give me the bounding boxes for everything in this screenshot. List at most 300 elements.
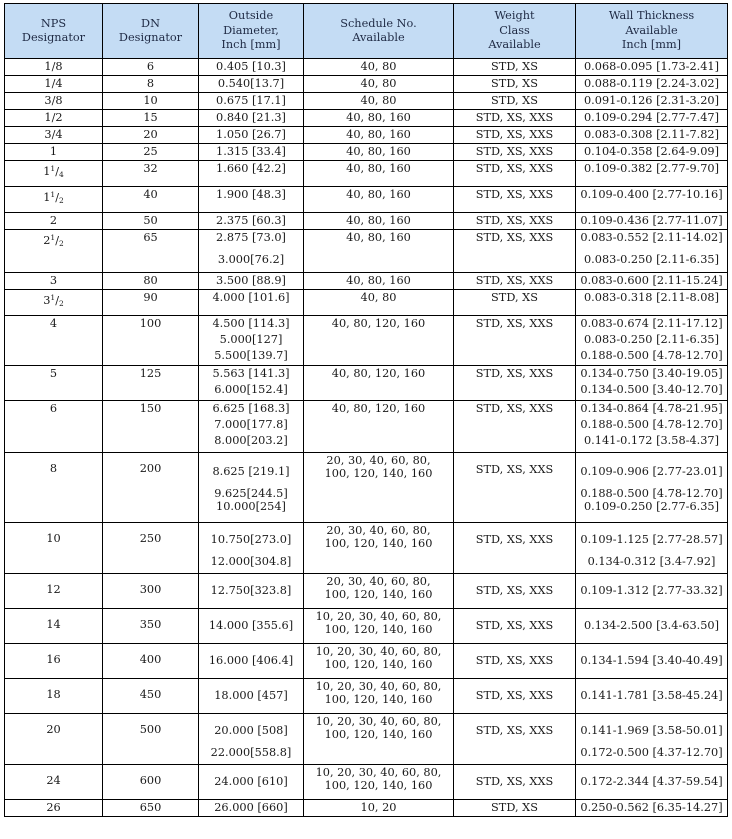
cell-line: 0.068-0.095 [1.73-2.41] — [583, 60, 720, 73]
nps-value: 8 — [49, 462, 58, 475]
cell-line: 6.625 [168.3] — [212, 402, 290, 415]
dn-cell — [103, 574, 199, 609]
outside-diameter-cell — [199, 273, 304, 290]
table-row — [5, 679, 728, 714]
dn-cell — [103, 800, 199, 817]
outside-diameter-cell — [199, 609, 304, 644]
schedule-cell — [304, 110, 454, 127]
nps-cell — [5, 161, 103, 187]
dn-value: 65 — [143, 231, 158, 244]
header-line: Inch [mm] — [221, 38, 281, 52]
schedule-cell — [304, 401, 454, 453]
cell-line: 40, 80 — [360, 77, 397, 90]
nps-value: 2 — [49, 214, 58, 227]
dn-value: 8 — [146, 77, 155, 90]
weight-class-cell — [454, 290, 576, 316]
nps-cell — [5, 800, 103, 817]
nps-fraction-numerator: 1 — [50, 293, 56, 302]
dn-value: 450 — [139, 688, 162, 701]
cell-line: STD, XS — [491, 77, 538, 90]
cell-line: STD, XS, XXS — [475, 654, 554, 667]
header-line: Weight — [494, 9, 535, 23]
dn-cell — [103, 187, 199, 213]
nps-whole: 3 — [43, 294, 51, 307]
cell-line: 0.104-0.358 [2.64-9.09] — [583, 145, 720, 158]
dn-cell — [103, 765, 199, 800]
wall-thickness-cell — [576, 76, 728, 93]
nps-cell — [5, 523, 103, 574]
cell-line: 40, 80 — [360, 94, 397, 107]
dn-cell — [103, 523, 199, 574]
header-line: Outside — [228, 9, 274, 23]
header-dn-designator — [103, 4, 199, 59]
weight-class-cell — [454, 316, 576, 366]
cell-line: 20, 30, 40, 60, 80, — [326, 524, 431, 537]
wall-thickness-cell — [576, 609, 728, 644]
cell-line: STD, XS, XXS — [475, 162, 554, 175]
nps-fraction-denominator: 2 — [59, 196, 64, 205]
table-row — [5, 609, 728, 644]
weight-class-cell — [454, 144, 576, 161]
cell-line: 0.250-0.562 [6.35-14.27] — [580, 801, 723, 814]
cell-line: 40, 80, 160 — [346, 214, 411, 227]
cell-line: 100, 120, 140, 160 — [324, 623, 433, 636]
nps-whole: 1 — [43, 165, 51, 178]
table-row — [5, 59, 728, 76]
cell-line: STD, XS, XXS — [475, 689, 554, 702]
table-row — [5, 644, 728, 679]
nps-cell — [5, 144, 103, 161]
cell-line: STD, XS, XXS — [475, 231, 554, 244]
cell-line: 100, 120, 140, 160 — [324, 693, 433, 706]
dn-value: 50 — [143, 214, 158, 227]
nps-fraction-denominator: 2 — [59, 299, 64, 308]
pipe-dimensions-table — [4, 3, 728, 817]
cell-line: 2.875 [73.0] — [216, 231, 286, 244]
wall-thickness-cell — [576, 714, 728, 765]
cell-line: 0.134-0.864 [4.78-21.95] — [580, 402, 723, 415]
wall-thickness-cell — [576, 523, 728, 574]
nps-value: 4 — [49, 317, 58, 330]
fraction-slash: / — [55, 234, 59, 247]
cell-line: 100, 120, 140, 160 — [324, 779, 433, 792]
dn-cell — [103, 679, 199, 714]
dn-value: 400 — [139, 653, 162, 666]
cell-line: 0.109-0.400 [2.77-10.16] — [580, 188, 723, 201]
weight-class-cell — [454, 523, 576, 574]
weight-class-cell — [454, 187, 576, 213]
table-row — [5, 187, 728, 213]
schedule-cell — [304, 144, 454, 161]
table-row — [5, 144, 728, 161]
dn-value: 300 — [139, 583, 162, 596]
cell-line: 40, 80, 160 — [346, 162, 411, 175]
outside-diameter-cell — [199, 714, 304, 765]
wall-thickness-cell — [576, 800, 728, 817]
cell-line: STD, XS, XXS — [475, 367, 554, 380]
schedule-cell — [304, 93, 454, 110]
cell-line: STD, XS, XXS — [475, 584, 554, 597]
dn-cell — [103, 453, 199, 523]
table-row — [5, 213, 728, 230]
cell-line: STD, XS, XXS — [475, 274, 554, 287]
cell-line: 40, 80, 160 — [346, 188, 411, 201]
cell-line: 3.000[76.2] — [217, 253, 285, 266]
cell-line: 40, 80, 120, 160 — [331, 367, 426, 380]
cell-line: 4.500 [114.3] — [212, 317, 290, 330]
dn-value: 90 — [143, 291, 158, 304]
cell-line: STD, XS, XXS — [475, 775, 554, 788]
cell-line: 3.500 [88.9] — [216, 274, 286, 287]
dn-value: 200 — [139, 462, 162, 475]
wall-thickness-cell — [576, 273, 728, 290]
dn-cell — [103, 644, 199, 679]
wall-thickness-cell — [576, 213, 728, 230]
table-row — [5, 574, 728, 609]
dn-cell — [103, 316, 199, 366]
cell-line: 0.109-0.436 [2.77-11.07] — [580, 214, 723, 227]
nps-value: 1/2 — [44, 111, 63, 124]
nps-value: 1/8 — [44, 60, 63, 73]
table-row — [5, 765, 728, 800]
cell-line: 10, 20, 30, 40, 60, 80, — [315, 610, 442, 623]
cell-line: STD, XS, XXS — [475, 619, 554, 632]
cell-line: 0.109-0.294 [2.77-7.47] — [583, 111, 720, 124]
schedule-cell — [304, 574, 454, 609]
cell-line: 2.375 [60.3] — [216, 214, 286, 227]
schedule-cell — [304, 609, 454, 644]
nps-value: 18 — [46, 688, 61, 701]
nps-cell — [5, 366, 103, 401]
nps-cell — [5, 110, 103, 127]
cell-line: 1.900 [48.3] — [216, 188, 286, 201]
cell-line: 26.000 [660] — [214, 801, 288, 814]
header-line: Schedule No. — [340, 16, 417, 30]
cell-line: 16.000 [406.4] — [208, 654, 294, 667]
dn-cell — [103, 93, 199, 110]
wall-thickness-cell — [576, 453, 728, 523]
dn-value: 150 — [139, 402, 162, 415]
schedule-cell — [304, 644, 454, 679]
header-line: Designator — [118, 31, 183, 44]
nps-cell — [5, 609, 103, 644]
cell-line: 10, 20 — [360, 801, 397, 814]
schedule-cell — [304, 230, 454, 273]
cell-line: 0.083-0.250 [2.11-6.35] — [583, 333, 720, 346]
outside-diameter-cell — [199, 187, 304, 213]
weight-class-cell — [454, 453, 576, 523]
weight-class-cell — [454, 644, 576, 679]
table-row — [5, 127, 728, 144]
dn-cell — [103, 127, 199, 144]
cell-line: 0.083-0.318 [2.11-8.08] — [583, 291, 720, 304]
nps-cell — [5, 59, 103, 76]
weight-class-cell — [454, 93, 576, 110]
cell-line: STD, XS, XXS — [475, 145, 554, 158]
schedule-cell — [304, 316, 454, 366]
cell-line: STD, XS — [491, 94, 538, 107]
schedule-cell — [304, 76, 454, 93]
cell-line: 0.083-0.674 [2.11-17.12] — [580, 317, 723, 330]
wall-thickness-cell — [576, 230, 728, 273]
nps-cell — [5, 574, 103, 609]
header-line: Class — [499, 23, 530, 37]
wall-thickness-cell — [576, 127, 728, 144]
cell-line: 10.750[273.0] — [210, 533, 292, 546]
cell-line: 40, 80, 160 — [346, 128, 411, 141]
nps-cell — [5, 230, 103, 273]
cell-line: 20, 30, 40, 60, 80, — [326, 454, 431, 467]
nps-cell — [5, 765, 103, 800]
nps-fraction-numerator: 1 — [50, 190, 56, 199]
dn-value: 600 — [139, 774, 162, 787]
nps-cell — [5, 679, 103, 714]
nps-fraction-numerator: 1 — [50, 164, 56, 173]
nps-fraction-denominator: 2 — [59, 239, 64, 248]
nps-fraction-numerator: 1 — [50, 233, 56, 242]
nps-value: 14 — [46, 618, 61, 631]
dn-value: 25 — [143, 145, 158, 158]
cell-line: 0.109-0.906 [2.77-23.01] — [580, 465, 723, 478]
dn-cell — [103, 110, 199, 127]
outside-diameter-cell — [199, 161, 304, 187]
table-row — [5, 273, 728, 290]
cell-line: STD, XS, XXS — [475, 402, 554, 415]
cell-line: 0.141-0.172 [3.58-4.37] — [583, 434, 720, 447]
cell-line: 100, 120, 140, 160 — [324, 588, 433, 601]
nps-value: 10 — [46, 532, 61, 545]
nps-cell — [5, 127, 103, 144]
dn-cell — [103, 401, 199, 453]
cell-line: 0.540[13.7] — [217, 77, 285, 90]
header-line: Available — [352, 31, 405, 44]
outside-diameter-cell — [199, 93, 304, 110]
nps-cell — [5, 401, 103, 453]
dn-value: 80 — [143, 274, 158, 287]
table-row — [5, 800, 728, 817]
nps-value: 3/4 — [44, 128, 63, 141]
wall-thickness-cell — [576, 574, 728, 609]
dn-cell — [103, 366, 199, 401]
cell-line: 5.000[127] — [219, 333, 283, 346]
cell-line: 0.083-0.552 [2.11-14.02] — [580, 231, 723, 244]
schedule-cell — [304, 273, 454, 290]
dn-cell — [103, 273, 199, 290]
cell-line: 40, 80, 160 — [346, 231, 411, 244]
cell-line: 10, 20, 30, 40, 60, 80, — [315, 680, 442, 693]
outside-diameter-cell — [199, 453, 304, 523]
table-row — [5, 714, 728, 765]
wall-thickness-cell — [576, 187, 728, 213]
nps-cell — [5, 213, 103, 230]
wall-thickness-cell — [576, 93, 728, 110]
dn-cell — [103, 161, 199, 187]
cell-line: 0.172-0.500 [4.37-12.70] — [580, 746, 723, 759]
nps-value: 6 — [49, 402, 58, 415]
cell-line: 0.188-0.500 [4.78-12.70] — [580, 349, 723, 362]
weight-class-cell — [454, 230, 576, 273]
weight-class-cell — [454, 366, 576, 401]
nps-cell — [5, 93, 103, 110]
cell-line: 0.134-2.500 [3.4-63.50] — [583, 619, 720, 632]
dn-cell — [103, 609, 199, 644]
cell-line: 0.134-0.500 [3.40-12.70] — [580, 383, 723, 396]
nps-cell — [5, 453, 103, 523]
cell-line: 20.000 [508] — [214, 724, 288, 737]
schedule-cell — [304, 800, 454, 817]
wall-thickness-cell — [576, 59, 728, 76]
table-row — [5, 93, 728, 110]
nps-value: 16 — [46, 653, 61, 666]
weight-class-cell — [454, 679, 576, 714]
nps-value: 1/4 — [44, 77, 63, 90]
cell-line: STD, XS, XXS — [475, 188, 554, 201]
nps-value: 12 — [46, 583, 61, 596]
table-body — [5, 59, 728, 817]
dn-cell — [103, 144, 199, 161]
wall-thickness-cell — [576, 144, 728, 161]
nps-value: 3/8 — [44, 94, 63, 107]
nps-cell — [5, 187, 103, 213]
outside-diameter-cell — [199, 213, 304, 230]
weight-class-cell — [454, 59, 576, 76]
nps-value: 20 — [46, 723, 61, 736]
cell-line: 40, 80, 120, 160 — [331, 402, 426, 415]
dn-cell — [103, 76, 199, 93]
schedule-cell — [304, 161, 454, 187]
nps-cell — [5, 644, 103, 679]
table-row — [5, 523, 728, 574]
dn-value: 20 — [143, 128, 158, 141]
cell-line: 10.000[254] — [216, 500, 286, 513]
table-row — [5, 161, 728, 187]
cell-line: 40, 80 — [360, 291, 397, 304]
cell-line: 0.840 [21.3] — [216, 111, 286, 124]
nps-fraction-denominator: 4 — [59, 170, 64, 179]
header-line: Available — [625, 23, 678, 37]
wall-thickness-cell — [576, 316, 728, 366]
header-weight-class — [454, 4, 576, 59]
cell-line: 0.083-0.308 [2.11-7.82] — [583, 128, 720, 141]
outside-diameter-cell — [199, 290, 304, 316]
cell-line: STD, XS, XXS — [475, 533, 554, 546]
nps-value: 3 — [49, 274, 58, 287]
weight-class-cell — [454, 609, 576, 644]
schedule-cell — [304, 59, 454, 76]
nps-cell — [5, 290, 103, 316]
outside-diameter-cell — [199, 127, 304, 144]
outside-diameter-cell — [199, 316, 304, 366]
outside-diameter-cell — [199, 574, 304, 609]
header-line: NPS — [40, 16, 67, 30]
cell-line: 0.188-0.500 [4.78-12.70] — [580, 487, 723, 500]
header-line: Wall Thickness — [608, 9, 695, 23]
dn-value: 15 — [143, 111, 158, 124]
weight-class-cell — [454, 110, 576, 127]
header-row — [5, 4, 728, 59]
cell-line: 0.083-0.250 [2.11-6.35] — [583, 253, 720, 266]
cell-line: 0.109-1.125 [2.77-28.57] — [580, 533, 723, 546]
cell-line: 0.134-0.750 [3.40-19.05] — [580, 367, 723, 380]
dn-value: 350 — [139, 618, 162, 631]
cell-line: 0.141-1.969 [3.58-50.01] — [580, 724, 723, 737]
cell-line: 12.000[304.8] — [210, 555, 292, 568]
weight-class-cell — [454, 401, 576, 453]
cell-line: STD, XS — [491, 801, 538, 814]
weight-class-cell — [454, 800, 576, 817]
table-row — [5, 401, 728, 453]
header-line: Available — [488, 38, 541, 52]
cell-line: 20, 30, 40, 60, 80, — [326, 575, 431, 588]
nps-cell — [5, 273, 103, 290]
dn-cell — [103, 213, 199, 230]
table-row — [5, 290, 728, 316]
dn-value: 100 — [139, 317, 162, 330]
fraction-slash: / — [55, 294, 59, 307]
cell-line: 100, 120, 140, 160 — [324, 658, 433, 671]
cell-line: 0.109-0.382 [2.77-9.70] — [583, 162, 720, 175]
cell-line: 5.500[139.7] — [214, 349, 288, 362]
outside-diameter-cell — [199, 644, 304, 679]
fraction-slash: / — [55, 191, 59, 204]
nps-value: 1 — [49, 145, 58, 158]
cell-line: STD, XS, XXS — [475, 724, 554, 737]
dn-value: 10 — [143, 94, 158, 107]
cell-line: 100, 120, 140, 160 — [324, 467, 433, 480]
header-nps-designator — [5, 4, 103, 59]
nps-value: 24 — [46, 774, 61, 787]
cell-line: 0.109-1.312 [2.77-33.32] — [580, 584, 723, 597]
cell-line: 9.625[244.5] — [214, 487, 288, 500]
cell-line: 14.000 [355.6] — [208, 619, 294, 632]
cell-line: 40, 80 — [360, 60, 397, 73]
wall-thickness-cell — [576, 644, 728, 679]
weight-class-cell — [454, 161, 576, 187]
table-row — [5, 110, 728, 127]
cell-line: 0.141-1.781 [3.58-45.24] — [580, 689, 723, 702]
cell-line: 8.625 [219.1] — [212, 465, 290, 478]
outside-diameter-cell — [199, 110, 304, 127]
cell-line: 0.088-0.119 [2.24-3.02] — [583, 77, 720, 90]
outside-diameter-cell — [199, 366, 304, 401]
cell-line: 8.000[203.2] — [214, 434, 288, 447]
weight-class-cell — [454, 714, 576, 765]
cell-line: 12.750[323.8] — [210, 584, 292, 597]
cell-line: 18.000 [457] — [214, 689, 288, 702]
schedule-cell — [304, 765, 454, 800]
header-wall-thickness — [576, 4, 728, 59]
cell-line: 24.000 [610] — [214, 775, 288, 788]
nps-cell — [5, 316, 103, 366]
schedule-cell — [304, 187, 454, 213]
cell-line: 40, 80, 160 — [346, 274, 411, 287]
weight-class-cell — [454, 76, 576, 93]
dn-value: 650 — [139, 801, 162, 814]
cell-line: STD, XS — [491, 60, 538, 73]
cell-line: 0.188-0.500 [4.78-12.70] — [580, 418, 723, 431]
schedule-cell — [304, 290, 454, 316]
header-schedule-no — [304, 4, 454, 59]
schedule-cell — [304, 714, 454, 765]
schedule-cell — [304, 453, 454, 523]
cell-line: STD, XS — [491, 291, 538, 304]
cell-line: 4.000 [101.6] — [212, 291, 290, 304]
dn-value: 125 — [139, 367, 162, 380]
weight-class-cell — [454, 273, 576, 290]
cell-line: 10, 20, 30, 40, 60, 80, — [315, 715, 442, 728]
cell-line: STD, XS, XXS — [475, 111, 554, 124]
dn-value: 40 — [143, 188, 158, 201]
